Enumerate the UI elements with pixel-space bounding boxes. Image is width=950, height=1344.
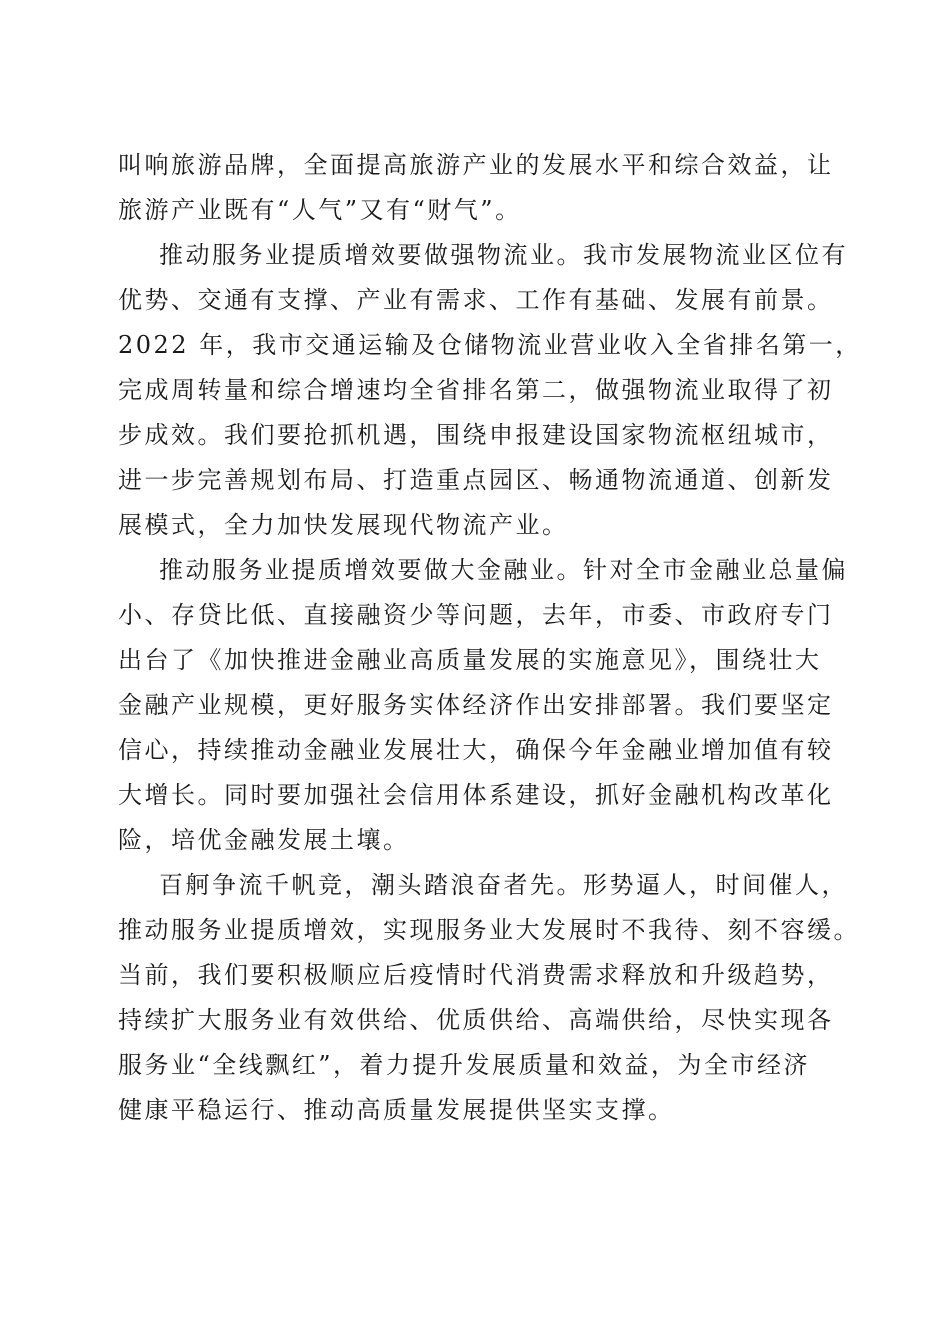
text-line: 进一步完善规划布局、打造重点园区、畅通物流通道、创新发 — [118, 466, 834, 494]
paragraph-start-line: 推动服务业提质增效要做大金融业。针对全市金融业总量偏 — [159, 556, 848, 584]
text-line: 展模式，全力加快发展现代物流产业。 — [118, 511, 569, 539]
text-line: 信心，持续推动金融业发展壮大，确保今年金融业增加值有较 — [118, 736, 834, 764]
body-text — [118, 143, 862, 1133]
text-line: 2022 年，我市交通运输及仓储物流业营业收入全省排名第一， — [118, 331, 862, 359]
text-line: 服务业“全线飘红”，着力提升发展质量和效益，为全市经济 — [118, 1051, 811, 1079]
text-line: 大增长。同时要加强社会信用体系建设，抓好金融机构改革化 — [118, 781, 834, 809]
text-line: 持续扩大服务业有效供给、优质供给、高端供给，尽快实现各 — [118, 1006, 834, 1034]
text-line: 健康平稳运行、推动高质量发展提供坚实支撑。 — [118, 1096, 675, 1124]
text-line: 险，培优金融发展土壤。 — [118, 826, 410, 854]
text-line: 金融产业规模，更好服务实体经济作出安排部署。我们要坚定 — [118, 691, 834, 719]
text-line: 小、存贷比低、直接融资少等问题，去年，市委、市政府专门 — [118, 601, 834, 629]
paragraph-start-line: 百舸争流千帆竞，潮头踏浪奋者先。形势逼人，时间催人， — [159, 871, 848, 899]
text-line: 旅游产业既有“人气”又有“财气”。 — [118, 196, 522, 224]
text-line: 当前，我们要积极顺应后疫情时代消费需求释放和升级趋势， — [118, 961, 834, 989]
text-line: 完成周转量和综合增速均全省排名第二，做强物流业取得了初 — [118, 376, 834, 404]
text-line: 优势、交通有支撑、产业有需求、工作有基础、发展有前景。 — [118, 286, 834, 314]
text-line: 出台了《加快推进金融业高质量发展的实施意见》，围绕壮大 — [118, 646, 822, 674]
text-line: 步成效。我们要抢抓机遇，围绕申报建设国家物流枢纽城市， — [118, 421, 834, 449]
text-line: 推动服务业提质增效，实现服务业大发展时不我待、刻不容缓。 — [118, 916, 860, 944]
text-line: 叫响旅游品牌，全面提高旅游产业的发展水平和综合效益，让 — [118, 151, 834, 179]
paragraph-start-line: 推动服务业提质增效要做强物流业。我市发展物流业区位有 — [159, 241, 848, 269]
